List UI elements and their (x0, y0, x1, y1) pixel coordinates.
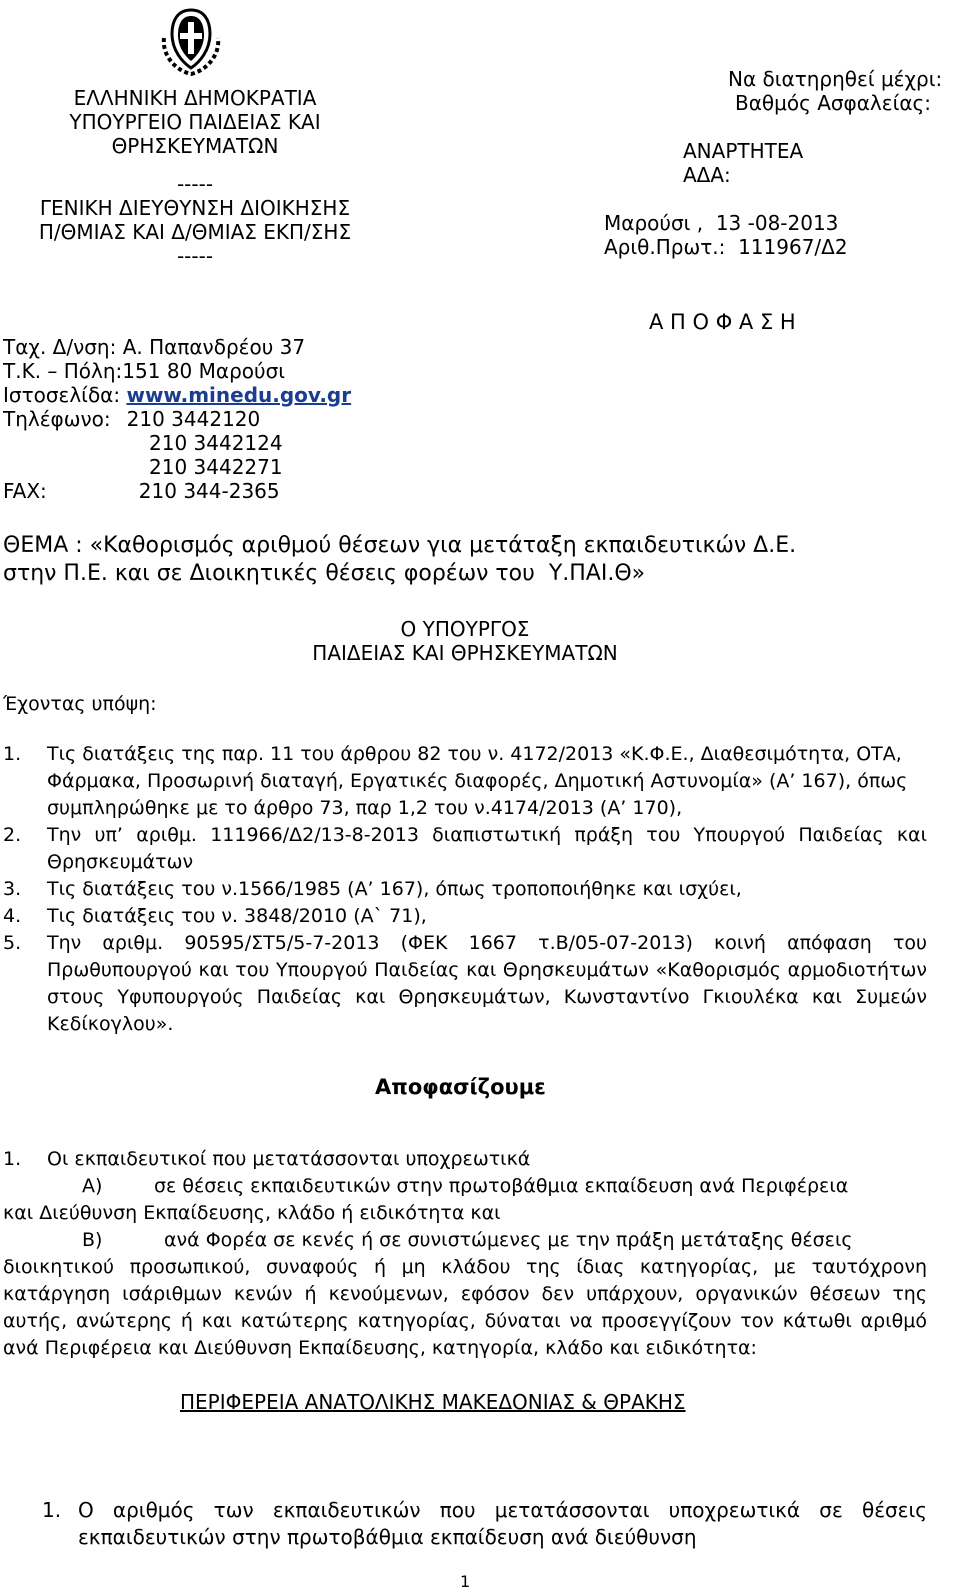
article-1-a: Α) σε θέσεις εκπαιδευτικών στην πρωτοβάθμια εκπαίδευση ανά Περιφέρεια (82, 1175, 849, 1197)
ada-label: ΑΔΑ: (683, 163, 731, 187)
city: Τ.Κ. – Πόλη:151 80 Μαρούσι (3, 359, 286, 383)
website-row: Ιστοσελίδα: www.minedu.gov.gr (3, 383, 352, 407)
website-link[interactable]: www.minedu.gov.gr (126, 383, 352, 407)
list-item: 5. Την αριθμ. 90595/ΣΤ5/5-7-2013 (ΦΕΚ 1667 τ.Β/05-07-2013) κοινή απόφαση του Πρωθυπουργού και του Υπουργού Παιδείας και Θρησκευμάτων «Καθορισμός αρμοδιοτήτων στους Υφυπουργούς Παιδείας και Θρησκευμάτων, Κωνσταντίνο Γκιουλέκα και Συμεών Κεδίκογλου». (3, 932, 927, 1035)
article-1-a-cont: και Διεύθυνση Εκπαίδευσης, κλάδο ή ειδικότητα και (3, 1202, 501, 1224)
article-1-b-cont: διοικητικού προσωπικού, συναφούς ή μη κλάδου της ίδιας κατηγορίας, με ταυτόχρονη κατάργηση ισάριθμων κενών ή κενούμενων, εφόσον δεν υπάρχουν, οργανικών θέσεων της αυτής, ανώτερης ή και κατώτερης κατηγορίας, δύναται να προσεγγίζουν τον κάτωθι αριθμό ανά Περιφέρεια και Διεύθυνση Εκπαίδευσης, κατηγορία, κλάδο και ειδικότητα: (3, 1256, 927, 1359)
phone-row-3: 210 3442271 (149, 455, 283, 479)
place-date: Μαρούσι , 13 -08-2013 (604, 211, 839, 235)
list-item: 1. Τις διατάξεις της παρ. 11 του άρθρου 82 του ν. 4172/2013 «Κ.Φ.Ε., Διαθεσιμότητα, ΟΤΑ, Φάρμακα, Προσωρινή διαταγή, Εργατικές διαφορές, Δημοτική Αστυνομία» (Α’ 167), όπως συμπληρώθηκε με το άρθρο 73, παρ 1,2 του ν.4174/2013 (Α’ 170), (3, 743, 908, 819)
article-1 (3, 1146, 927, 1362)
decide-heading: Αποφασίζουμε (375, 1075, 546, 1099)
list-item: 2. Την υπ’ αριθμ. 111966/Δ2/13-8-2013 διαπιστωτική πράξη του Υπουργού Παιδείας και Θρησκευμάτων (3, 824, 927, 873)
article-1-b: Β) ανά Φορέα σε κενές ή σε συνιστώμενες με την πράξη μετάταξης θέσεις (82, 1229, 853, 1251)
page-number: 1 (460, 1572, 471, 1591)
protocol-number: Αριθ.Πρωτ.: 111967/Δ2 (604, 235, 848, 259)
posted-label: ΑΝΑΡΤΗΤΕΑ (683, 139, 804, 163)
article-1-intro: 1. Οι εκπαιδευτικοί που μετατάσσονται υποχρεωτικά (3, 1148, 531, 1170)
decision-title: Α Π Ο Φ Α Σ Η (649, 310, 796, 334)
contact-block (3, 335, 351, 503)
subject: ΘΕΜΑ : «Καθορισμός αριθμού θέσεων για μετάταξη εκπαιδευτικών Δ.Ε. στην Π.Ε. και σε Διοικητικές θέσεις φορέων του Υ.ΠΑΙ.Θ» (3, 533, 797, 586)
considerations-list (3, 741, 927, 1038)
phone-row-2: 210 3442124 (149, 431, 283, 455)
final-list-item: 1. Ο αριθμός των εκπαιδευτικών που μετατάσσονται υποχρεωτικά σε θέσεις εκπαιδευτικών στην πρωτοβάθμια εκπαίδευση ανά διεύθυνση (42, 1498, 927, 1549)
considering-label: Έχοντας υπόψη: (3, 693, 157, 715)
minister-title: Ο ΥΠΟΥΡΓΟΣ ΠΑΙΔΕΙΑΣ ΚΑΙ ΘΡΗΣΚΕΥΜΑΤΩΝ (312, 617, 618, 665)
list-item: 4. Τις διατάξεις του ν. 3848/2010 (Α` 71), (3, 905, 427, 927)
keep-until: Να διατηρηθεί μέχρι: (728, 67, 943, 91)
address: Ταχ. Δ/νση: Α. Παπανδρέου 37 (3, 335, 306, 359)
fax-row: FAX: 210 344-2365 (3, 479, 280, 503)
org-name: ΕΛΛΗΝΙΚΗ ΔΗΜΟΚΡΑΤΙΑ ΥΠΟΥΡΓΕΙΟ ΠΑΙΔΕΙΑΣ ΚΑΙ ΘΡΗΣΚΕΥΜΑΤΩΝ ----- ΓΕΝΙΚΗ ΔΙΕΥΘΥΝΣΗ ΔΙΟΙΚΗΣΗΣ Π/ΘΜΙΑΣ ΚΑΙ Δ/ΘΜΙΑΣ ΕΚΠ/ΣΗΣ ----- (38, 86, 352, 268)
phone-row: Τηλέφωνο: 210 3442120 (3, 407, 261, 431)
region-heading: ΠΕΡΙΦΕΡΕΙΑ ΑΝΑΤΟΛΙΚΗΣ ΜΑΚΕΔΟΝΙΑΣ & ΘΡΑΚΗΣ (180, 1390, 686, 1414)
greek-emblem-icon (156, 4, 226, 76)
security-level: Βαθμός Ασφαλείας: (735, 91, 932, 115)
list-item: 3. Τις διατάξεις του ν.1566/1985 (Α’ 167), όπως τροποποιήθηκε και ισχύει, (3, 878, 742, 900)
